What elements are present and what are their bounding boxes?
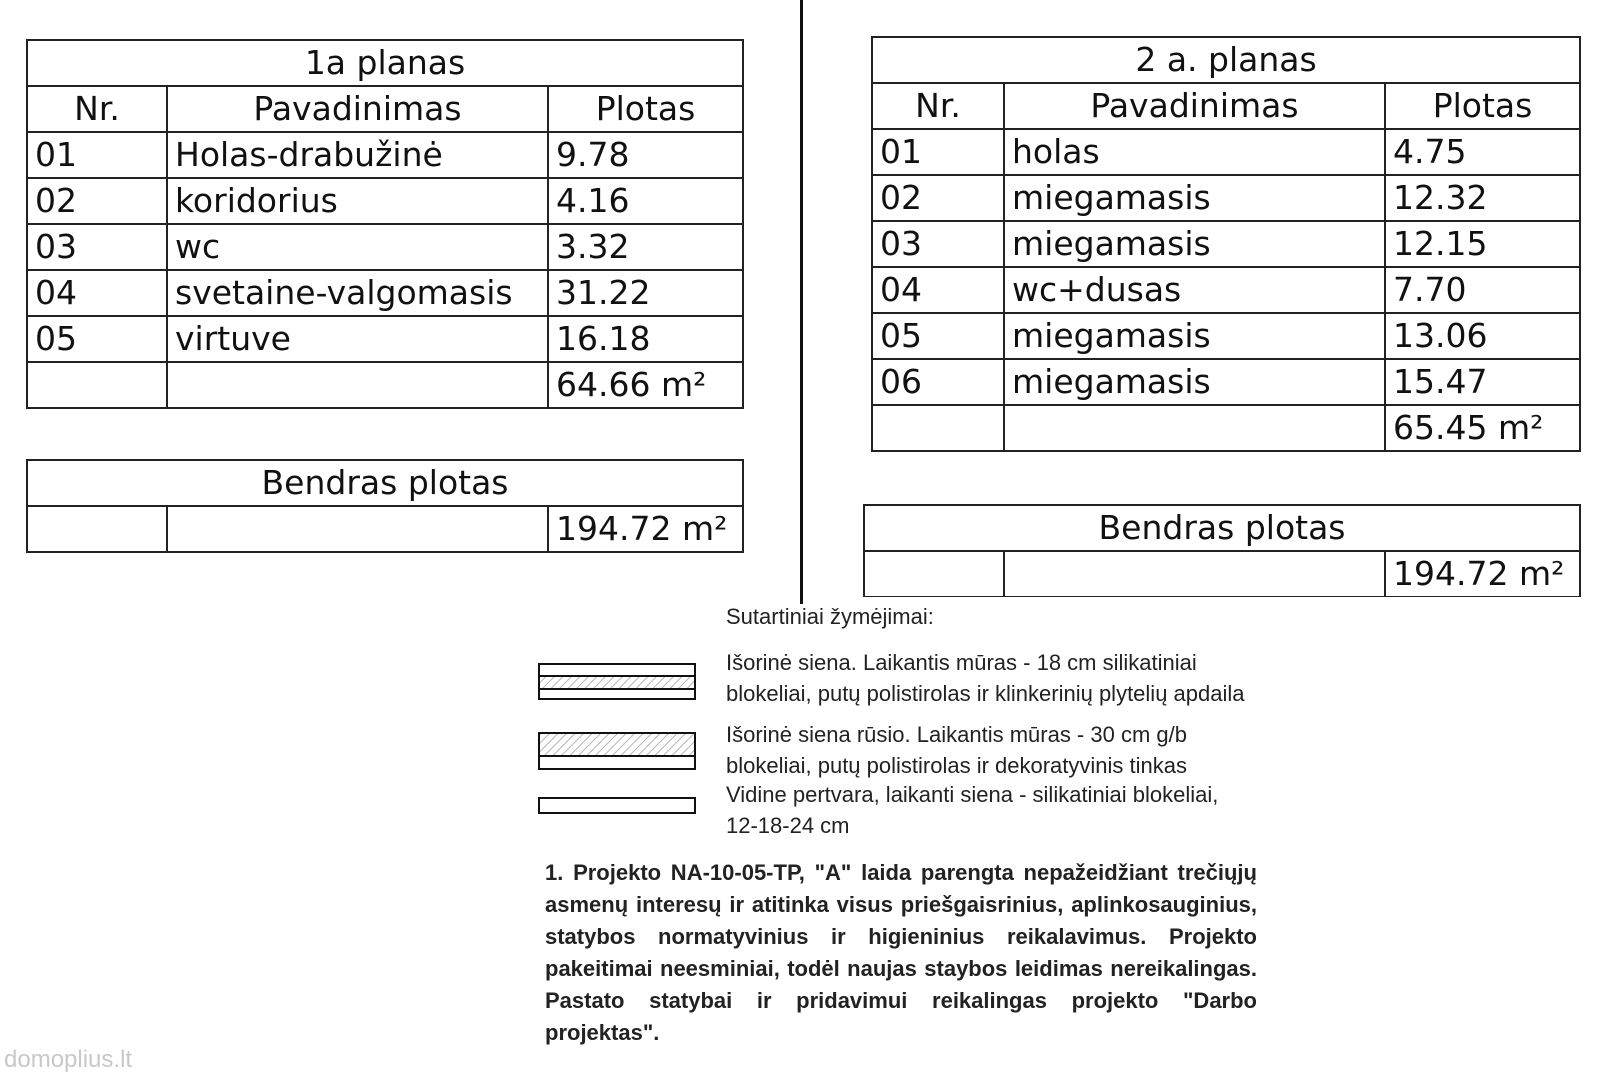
basement-wall-swatch: [538, 732, 696, 770]
plan2-header-nr: Nr.: [872, 83, 1004, 129]
total-area-table-left: [26, 459, 744, 553]
plan2-cell-nr: 03: [872, 221, 1004, 267]
partition-wall-swatch: [538, 797, 696, 814]
table-row: [27, 132, 743, 178]
plan1-total-row: [27, 362, 743, 408]
plan1-cell-area: 16.18: [548, 316, 743, 362]
table-row: [27, 178, 743, 224]
table-row: [872, 313, 1580, 359]
watermark: domoplius.lt: [4, 1046, 133, 1073]
plan2-total-row: [872, 405, 1580, 451]
plan2-header-name: Pavadinimas: [1004, 83, 1385, 129]
table-row: [27, 224, 743, 270]
plan2-cell-area: 15.47: [1385, 359, 1580, 405]
plan1-cell-area: 4.16: [548, 178, 743, 224]
plan2-cell-nr: 01: [872, 129, 1004, 175]
exterior-wall-swatch: [538, 663, 696, 700]
total-area-title-left: Bendras plotas: [27, 460, 743, 506]
plan1-header-area: Plotas: [548, 86, 743, 132]
plan1-cell-name: svetaine-valgomasis: [167, 270, 548, 316]
plan1-cell-name: virtuve: [167, 316, 548, 362]
plan2-cell-nr: 06: [872, 359, 1004, 405]
total-area-value-right: 194.72 m²: [1385, 551, 1580, 597]
plan1-cell-name: wc: [167, 224, 548, 270]
plan1-cell-nr: 02: [27, 178, 167, 224]
table-row: [27, 316, 743, 362]
legend-item-basement-wall: Išorinė siena rūsio. Laikantis mūras - 30 cm g/b blokeliai, putų polistirolas ir dekoratyvinis tinkas: [726, 722, 1187, 778]
project-note: 1. Projekto NA-10-05-TP, "A" laida parengta nepažeidžiant trečiųjų asmenų interesų ir atitinka visus priešgaisrinius, aplinkosauginius, statybos normatyvinius ir higieninius reikalavimus. Projekto pakeitimai neesminiai, todėl naujas staybos leidimas nereikalingas. Pastato statybai ir pridavimui reikalingas projekto "Darbo projektas".: [545, 860, 1257, 1045]
plan1-cell-area: 3.32: [548, 224, 743, 270]
plan2-cell-nr: 02: [872, 175, 1004, 221]
plan2-cell-name: miegamasis: [1004, 313, 1385, 359]
vertical-divider: [800, 0, 803, 604]
table-row: [872, 175, 1580, 221]
plan1-cell-nr: 05: [27, 316, 167, 362]
plan1-cell-area: 31.22: [548, 270, 743, 316]
plan2-cell-area: 4.75: [1385, 129, 1580, 175]
legend-heading: Sutartiniai žymėjimai:: [726, 604, 934, 629]
total-area-title-right: Bendras plotas: [864, 505, 1580, 551]
plan1-cell-name: Holas-drabužinė: [167, 132, 548, 178]
table-row: [872, 267, 1580, 313]
plan1-cell-area: 9.78: [548, 132, 743, 178]
plan2-title: 2 a. planas: [872, 37, 1580, 83]
plan1-title: 1a planas: [27, 40, 743, 86]
plan2-cell-area: 13.06: [1385, 313, 1580, 359]
plan2-header-area: Plotas: [1385, 83, 1580, 129]
plan2-cell-name: miegamasis: [1004, 359, 1385, 405]
plan2-cell-name: miegamasis: [1004, 221, 1385, 267]
plan2-cell-name: wc+dusas: [1004, 267, 1385, 313]
total-area-table-right: [863, 504, 1581, 597]
legend-item-exterior-wall: Išorinė siena. Laikantis mūras - 18 cm silikatiniai blokeliai, putų polistirolas ir klinkerinių plytelių apdaila: [726, 650, 1245, 706]
plan2-cell-area: 12.32: [1385, 175, 1580, 221]
plan2-cell-nr: 05: [872, 313, 1004, 359]
plan1-cell-name: koridorius: [167, 178, 548, 224]
total-area-clip-right: [860, 500, 1590, 597]
table-row: [872, 129, 1580, 175]
plan2-table: [871, 36, 1581, 452]
table-row: [872, 221, 1580, 267]
plan2-cell-name: holas: [1004, 129, 1385, 175]
plan2-total: 65.45 m²: [1385, 405, 1580, 451]
plan2-cell-nr: 04: [872, 267, 1004, 313]
plan1-header-nr: Nr.: [27, 86, 167, 132]
table-row: [27, 270, 743, 316]
total-area-value-left: 194.72 m²: [548, 506, 743, 552]
plan1-cell-nr: 01: [27, 132, 167, 178]
plan1-cell-nr: 03: [27, 224, 167, 270]
plan2-cell-area: 7.70: [1385, 267, 1580, 313]
plan1-cell-nr: 04: [27, 270, 167, 316]
plan1-table: [26, 39, 744, 409]
table-row: [872, 359, 1580, 405]
plan2-cell-area: 12.15: [1385, 221, 1580, 267]
plan1-header-name: Pavadinimas: [167, 86, 548, 132]
legend-item-partition-wall: Vidine pertvara, laikanti siena - silikatiniai blokeliai, 12-18-24 cm: [726, 782, 1219, 838]
plan2-cell-name: miegamasis: [1004, 175, 1385, 221]
plan1-total: 64.66 m²: [548, 362, 743, 408]
